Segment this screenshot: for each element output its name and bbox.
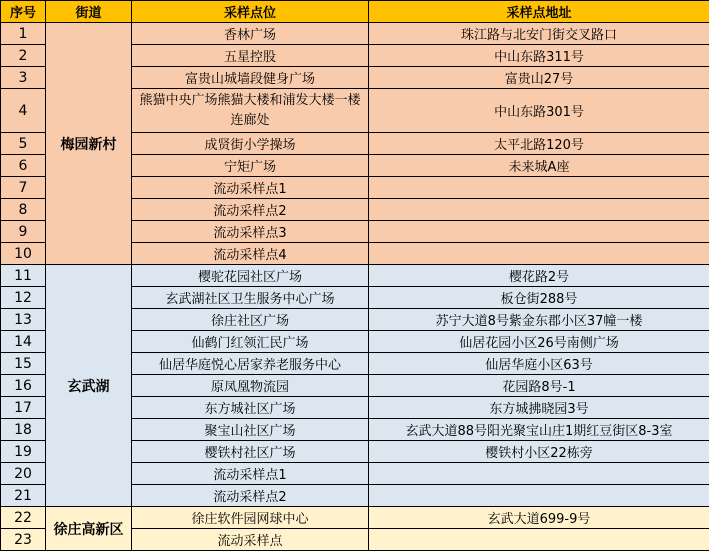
site-address: 花园路8号-1 <box>369 375 709 397</box>
site-name: 流动采样点1 <box>132 177 369 199</box>
site-address: 仙居华庭小区63号 <box>369 353 709 375</box>
row-number: 12 <box>1 287 46 309</box>
site-name: 仙居华庭悦心居家养老服务中心 <box>132 353 369 375</box>
site-name: 流动采样点3 <box>132 221 369 243</box>
site-address: 珠江路与北安门街交叉路口 <box>369 23 709 45</box>
table-row <box>1 507 709 529</box>
site-address: 太平北路120号 <box>369 133 709 155</box>
site-address: 中山东路311号 <box>369 45 709 67</box>
site-address: 东方城拂晓园3号 <box>369 397 709 419</box>
site-address <box>369 243 709 265</box>
row-number: 2 <box>1 45 46 67</box>
row-number: 21 <box>1 485 46 507</box>
table-row <box>1 265 709 287</box>
row-number: 22 <box>1 507 46 529</box>
site-address <box>369 199 709 221</box>
site-address <box>369 177 709 199</box>
street-name: 徐庄高新区 <box>46 507 132 551</box>
row-number: 10 <box>1 243 46 265</box>
site-address: 樱铁村小区22栋旁 <box>369 441 709 463</box>
row-number: 16 <box>1 375 46 397</box>
row-number: 19 <box>1 441 46 463</box>
site-address: 玄武大道699-9号 <box>369 507 709 529</box>
site-address: 板仓街288号 <box>369 287 709 309</box>
site-name: 流动采样点2 <box>132 485 369 507</box>
header-row <box>1 1 709 23</box>
site-name: 仙鹤门红领汇民广场 <box>132 331 369 353</box>
site-name: 流动采样点4 <box>132 243 369 265</box>
site-name: 徐庄软件园网球中心 <box>132 507 369 529</box>
table-row <box>1 23 709 45</box>
site-address: 玄武大道88号阳光聚宝山庄1期红豆街区8-3室 <box>369 419 709 441</box>
site-address: 中山东路301号 <box>369 89 709 133</box>
site-name: 流动采样点1 <box>132 463 369 485</box>
street-name: 玄武湖 <box>46 265 132 507</box>
site-address <box>369 221 709 243</box>
row-number: 17 <box>1 397 46 419</box>
site-name: 成贤街小学操场 <box>132 133 369 155</box>
row-number: 5 <box>1 133 46 155</box>
row-number: 18 <box>1 419 46 441</box>
header-no: 序号 <box>1 1 46 23</box>
site-address <box>369 529 709 551</box>
site-name: 熊猫中央广场熊猫大楼和浦发大楼一楼连廊处 <box>132 89 369 133</box>
site-name: 樱驼花园社区广场 <box>132 265 369 287</box>
row-number: 11 <box>1 265 46 287</box>
site-address: 樱花路2号 <box>369 265 709 287</box>
site-address <box>369 485 709 507</box>
header-address: 采样点地址 <box>369 1 709 23</box>
row-number: 23 <box>1 529 46 551</box>
site-address: 富贵山27号 <box>369 67 709 89</box>
row-number: 14 <box>1 331 46 353</box>
row-number: 15 <box>1 353 46 375</box>
site-address <box>369 463 709 485</box>
row-number: 3 <box>1 67 46 89</box>
site-name: 五星控股 <box>132 45 369 67</box>
site-name: 宁矩广场 <box>132 155 369 177</box>
street-name: 梅园新村 <box>46 23 132 265</box>
site-address: 仙居花园小区26号南侧广场 <box>369 331 709 353</box>
site-name: 香林广场 <box>132 23 369 45</box>
site-address: 苏宁大道8号紫金东郡小区37幢一楼 <box>369 309 709 331</box>
row-number: 6 <box>1 155 46 177</box>
row-number: 9 <box>1 221 46 243</box>
site-name: 流动采样点 <box>132 529 369 551</box>
site-name: 玄武湖社区卫生服务中心广场 <box>132 287 369 309</box>
row-number: 8 <box>1 199 46 221</box>
row-number: 1 <box>1 23 46 45</box>
site-name: 东方城社区广场 <box>132 397 369 419</box>
site-name: 樱铁村社区广场 <box>132 441 369 463</box>
site-name: 流动采样点2 <box>132 199 369 221</box>
site-name: 聚宝山社区广场 <box>132 419 369 441</box>
header-site: 采样点位 <box>132 1 369 23</box>
site-address: 未来城A座 <box>369 155 709 177</box>
row-number: 4 <box>1 89 46 133</box>
row-number: 7 <box>1 177 46 199</box>
header-street: 街道 <box>46 1 132 23</box>
row-number: 20 <box>1 463 46 485</box>
row-number: 13 <box>1 309 46 331</box>
site-name: 富贵山城墙段健身广场 <box>132 67 369 89</box>
site-name: 徐庄社区广场 <box>132 309 369 331</box>
site-name: 原凤凰物流园 <box>132 375 369 397</box>
